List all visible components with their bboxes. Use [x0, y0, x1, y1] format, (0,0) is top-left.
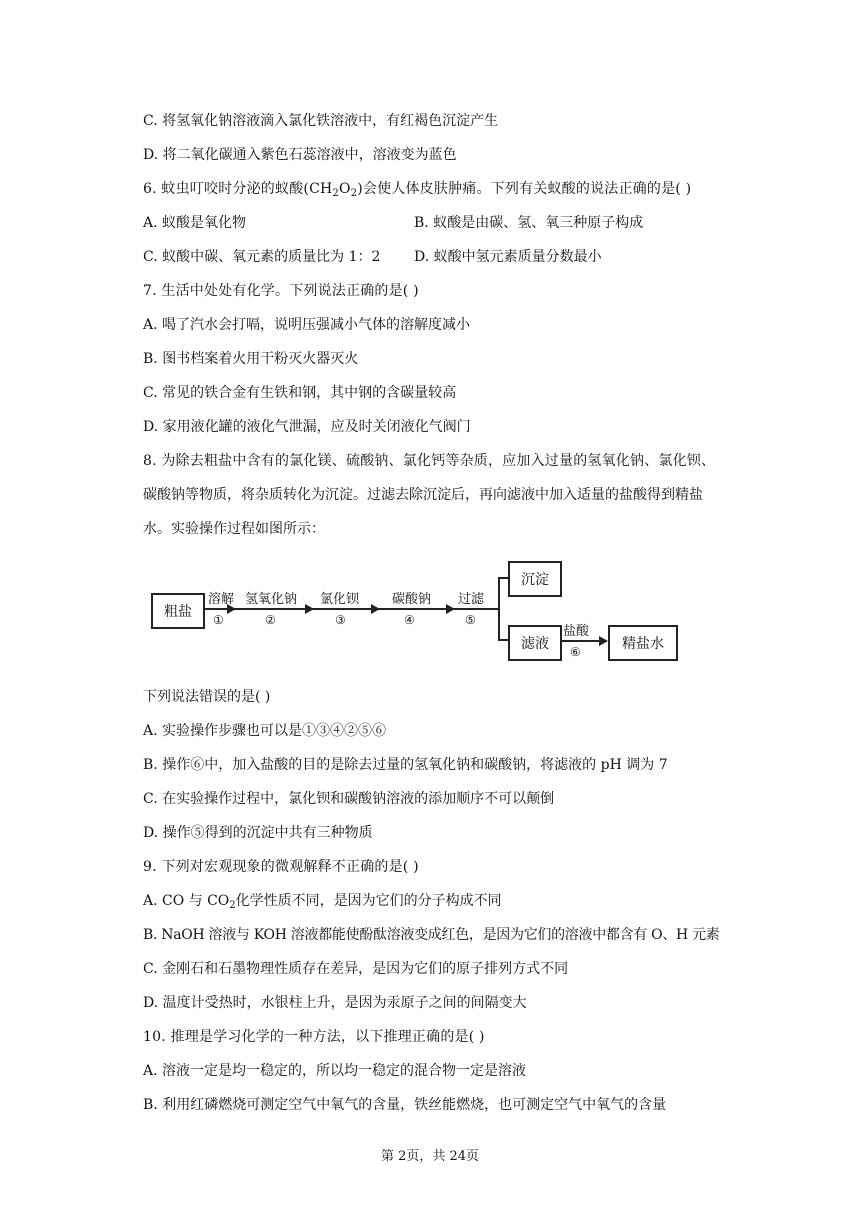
- step-na2co3-label: 碳酸钠: [392, 592, 432, 607]
- branch-bottom-line: [498, 639, 508, 641]
- step-filter-label: 过滤: [458, 592, 485, 607]
- q7-option-a: A. 喝了汽水会打嗝，说明压强减小气体的溶解度减小: [143, 317, 471, 333]
- q8-option-b: B. 操作⑥中，加入盐酸的目的是除去过量的氢氧化钠和碳酸钠，将滤液的 pH 调为 7: [143, 757, 668, 773]
- q10-option-b: B. 利用红磷燃烧可测定空气中氧气的含量，铁丝能燃烧，也可测定空气中氧气的含量: [143, 1097, 667, 1113]
- q5-option-d: D. 将二氧化碳通入紫色石蕊溶液中，溶液变为蓝色: [143, 147, 457, 163]
- q6-option-d: D. 蚁酸中氢元素质量分数最小: [414, 249, 602, 265]
- q7-option-b: B. 图书档案着火用干粉灭火器灭火: [143, 351, 359, 367]
- salt-purification-flowchart: [143, 553, 683, 668]
- arrow-2: [305, 604, 314, 614]
- box-brine: 精盐水: [608, 625, 678, 661]
- q9-option-a: A. CO 与 $CO_2$化学性质不同，是因为它们的分子构成不同: [143, 893, 502, 911]
- q8-option-d: D. 操作⑤得到的沉淀中共有三种物质: [143, 825, 373, 841]
- q9-option-d: D. 温度计受热时，水银柱上升，是因为汞原子之间的间隔变大: [143, 995, 527, 1011]
- arrow-acid: [599, 636, 608, 646]
- q5-option-c: C. 将氢氧化钠溶液滴入氯化铁溶液中，有红褐色沉淀产生: [143, 113, 499, 129]
- q6-option-b: B. 蚁酸是由碳、氢、氧三种原子构成: [414, 215, 644, 231]
- question-7: 7. 生活中处处有化学。下列说法正确的是( ): [143, 283, 419, 299]
- branch-line: [498, 577, 500, 641]
- q6-option-c: C. 蚁酸中碳、氧元素的质量比为 1：2: [143, 249, 381, 265]
- step-naoh-label: 氢氧化钠: [245, 592, 298, 607]
- question-8-line2: 碳酸钠等物质，将杂质转化为沉淀。过滤去除沉淀后，再向滤液中加入适量的盐酸得到精盐: [143, 487, 703, 503]
- q9-option-c: C. 金刚石和石墨物理性质存在差异，是因为它们的原子排列方式不同: [143, 961, 569, 977]
- step-3-number: ③: [335, 613, 346, 627]
- step-bacl2-label: 氯化钡: [320, 592, 360, 607]
- step-hcl-label: 盐酸: [563, 624, 590, 639]
- step-2-number: ②: [265, 613, 276, 627]
- q10-option-a: A. 溶液一定是均一稳定的，所以均一稳定的混合物一定是溶液: [143, 1063, 527, 1079]
- step-6-number: ⑥: [570, 645, 581, 659]
- step-5-number: ⑤: [465, 613, 476, 627]
- q7-option-d: D. 家用液化罐的液化气泄漏，应及时关闭液化气阀门: [143, 419, 471, 435]
- question-8-line3: 水。实验操作过程如图所示：: [143, 521, 325, 537]
- branch-top-line: [498, 577, 508, 579]
- box-filtrate: 滤液: [508, 625, 562, 661]
- question-9: 9. 下列对宏观现象的微观解释不正确的是( ): [143, 859, 419, 875]
- arrow-4: [446, 604, 455, 614]
- step-dissolve-label: 溶解: [208, 592, 235, 607]
- question-10: 10. 推理是学习化学的一种方法，以下推理正确的是( ): [143, 1029, 485, 1045]
- box-crude-salt: 粗盐: [151, 593, 205, 629]
- box-precipitate: 沉淀: [508, 561, 562, 597]
- q8-stem: 下列说法错误的是( ): [143, 689, 271, 705]
- question-8-line1: 8. 为除去粗盐中含有的氯化镁、硫酸钠、氯化钙等杂质，应加入过量的氢氧化钠、氯化钡、: [143, 453, 716, 469]
- q8-option-c: C. 在实验操作过程中，氯化钡和碳酸钠溶液的添加顺序不可以颠倒: [143, 791, 555, 807]
- step-4-number: ④: [404, 613, 415, 627]
- q6-option-a: A. 蚁酸是氧化物: [143, 215, 247, 231]
- step-1-number: ①: [213, 613, 224, 627]
- q8-option-a: A. 实验操作步骤也可以是①③④②⑤⑥: [143, 723, 387, 739]
- q9-option-b: B. NaOH 溶液与 KOH 溶液都能使酚酞溶液变成红色，是因为它们的溶液中都含有 O、H 元素: [143, 927, 720, 943]
- arrow-3: [371, 604, 380, 614]
- question-6: 6. 蚊虫叮咬时分泌的蚁酸$(CH_2O_2)$会使人体皮肤肿痛。下列有关蚁酸的说法正确的是( ): [143, 181, 692, 199]
- q7-option-c: C. 常见的铁合金有生铁和钢，其中钢的含碳量较高: [143, 385, 457, 401]
- page-footer: 第 2页，共 24页: [380, 1149, 480, 1164]
